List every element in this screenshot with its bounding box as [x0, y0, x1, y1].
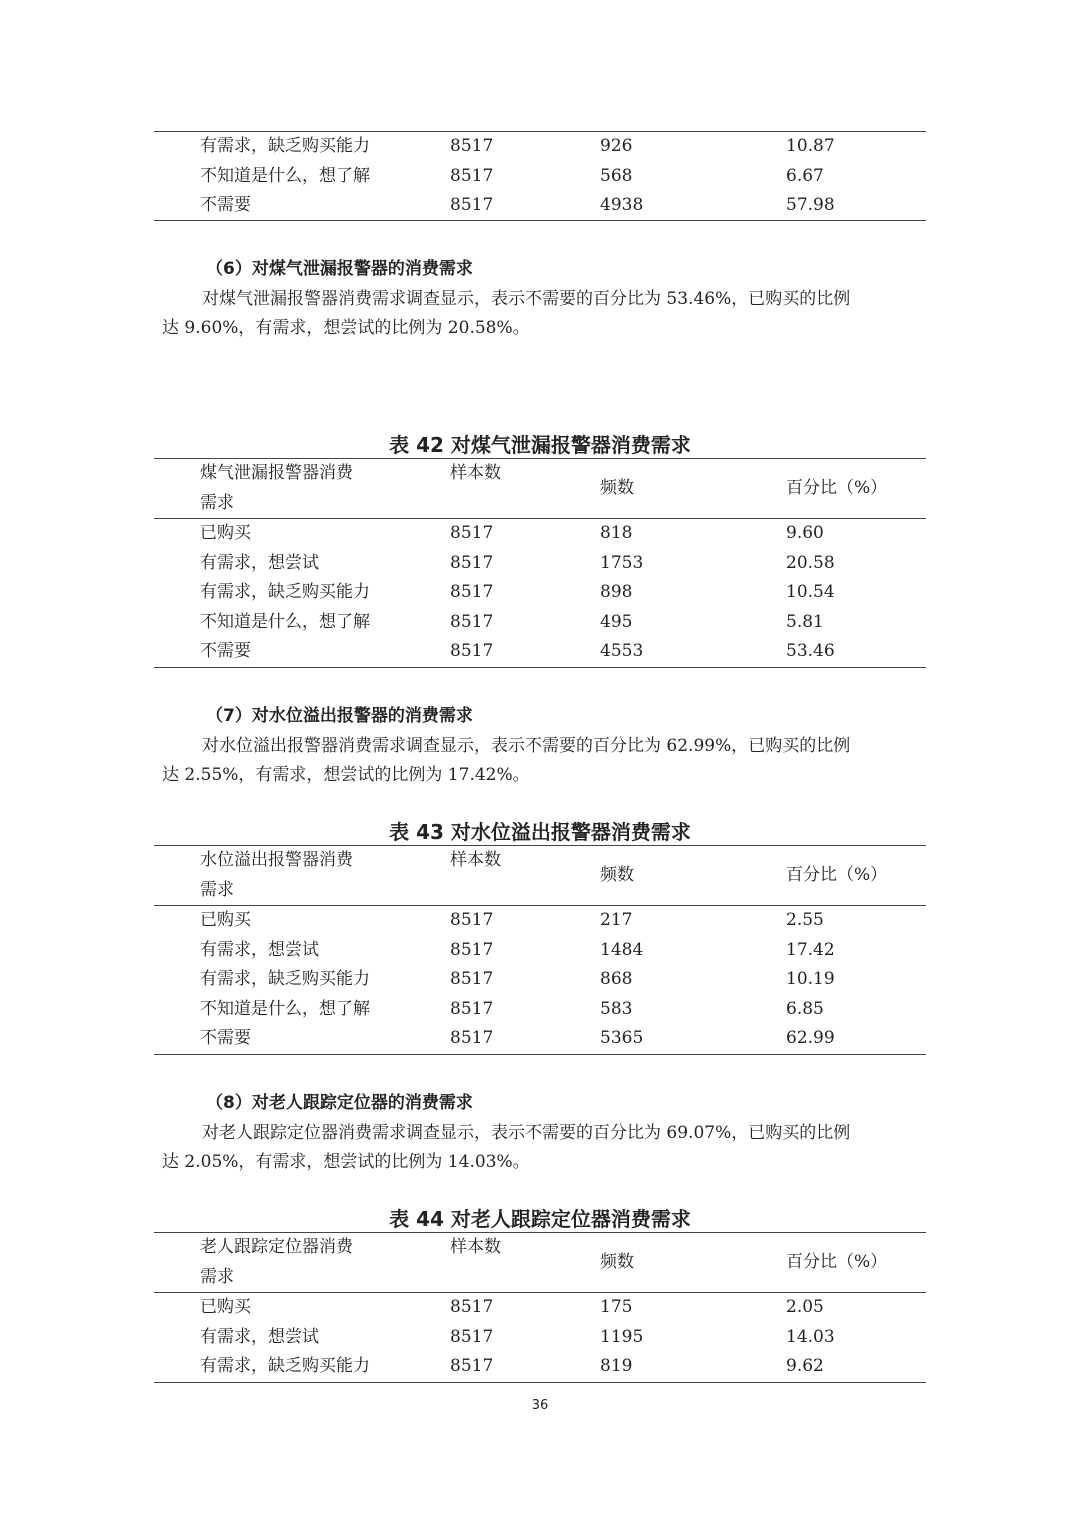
cell-sample: 8517 — [450, 165, 494, 186]
cell-percent: 5.81 — [786, 611, 824, 632]
cell-percent: 14.03 — [786, 1326, 835, 1347]
table-42 — [154, 458, 926, 668]
header-category-line2: 需求 — [200, 880, 234, 900]
cell-sample: 8517 — [450, 582, 494, 602]
table-row — [154, 637, 926, 667]
header-sample: 样本数 — [450, 463, 501, 483]
table-row — [154, 191, 926, 221]
cell-frequency: 868 — [600, 969, 633, 989]
table-44 — [154, 1232, 926, 1383]
table-bottom-rule — [154, 220, 926, 221]
table-row — [154, 519, 926, 549]
cell-frequency: 4938 — [600, 195, 644, 215]
cell-category: 不需要 — [200, 1028, 251, 1048]
cell-sample: 8517 — [450, 611, 494, 632]
cell-category: 已购买 — [200, 910, 251, 930]
cell-category: 有需求，缺乏购买能力 — [200, 1356, 370, 1376]
cell-category: 不需要 — [200, 641, 251, 661]
cell-sample: 8517 — [450, 939, 494, 960]
paragraph-7-line-1: 对水位溢出报警器消费需求调查显示，表示不需要的百分比为 62.99%，已购买的比例 — [202, 736, 851, 756]
header-frequency: 频数 — [600, 1252, 634, 1272]
table-prev — [154, 131, 926, 221]
cell-category: 不知道是什么，想了解 — [200, 998, 370, 1019]
paragraph-6-line-2: 达 9.60%，有需求，想尝试的比例为 20.58%。 — [162, 318, 530, 338]
cell-frequency: 1753 — [600, 552, 644, 573]
table-43 — [154, 845, 926, 1055]
section-heading-6: （6）对煤气泄漏报警器的消费需求 — [206, 259, 473, 279]
cell-percent: 9.62 — [786, 1356, 824, 1376]
table-header — [154, 845, 926, 905]
table-42-caption: 表 42 对煤气泄漏报警器消费需求 — [389, 433, 691, 457]
paragraph-6-line-1: 对煤气泄漏报警器消费需求调查显示，表示不需要的百分比为 53.46%，已购买的比例 — [202, 289, 851, 309]
table-43-caption: 表 43 对水位溢出报警器消费需求 — [389, 820, 691, 844]
cell-frequency: 175 — [600, 1297, 633, 1317]
cell-category: 有需求，缺乏购买能力 — [200, 136, 370, 156]
cell-percent: 20.58 — [786, 552, 835, 573]
table-row — [154, 162, 926, 192]
cell-frequency: 5365 — [600, 1028, 644, 1048]
paragraph-8-line-2: 达 2.05%，有需求，想尝试的比例为 14.03%。 — [162, 1152, 530, 1172]
table-header — [154, 458, 926, 518]
table-row — [154, 936, 926, 966]
cell-sample: 8517 — [450, 969, 494, 989]
table-row — [154, 132, 926, 162]
cell-frequency: 1195 — [600, 1326, 644, 1347]
cell-category: 有需求，想尝试 — [200, 1326, 319, 1347]
cell-frequency: 1484 — [600, 939, 644, 960]
cell-sample: 8517 — [450, 1028, 494, 1048]
cell-frequency: 495 — [600, 611, 633, 632]
table-row — [154, 906, 926, 936]
cell-percent: 9.60 — [786, 523, 824, 543]
header-category-line1: 水位溢出报警器消费 — [200, 850, 353, 870]
cell-sample: 8517 — [450, 910, 494, 930]
paragraph-8-line-1: 对老人跟踪定位器消费需求调查显示，表示不需要的百分比为 69.07%，已购买的比例 — [202, 1123, 851, 1143]
cell-percent: 10.19 — [786, 969, 835, 989]
cell-percent: 10.54 — [786, 582, 835, 602]
table-bottom-rule — [154, 1382, 926, 1383]
table-row — [154, 549, 926, 579]
cell-category: 有需求，想尝试 — [200, 939, 319, 960]
table-header — [154, 1232, 926, 1292]
cell-category: 有需求，缺乏购买能力 — [200, 582, 370, 602]
cell-percent: 6.85 — [786, 998, 824, 1019]
header-frequency: 频数 — [600, 478, 634, 498]
cell-frequency: 819 — [600, 1356, 633, 1376]
cell-sample: 8517 — [450, 523, 494, 543]
header-percent: 百分比（%） — [786, 478, 888, 498]
cell-frequency: 568 — [600, 165, 633, 186]
cell-category: 已购买 — [200, 1297, 251, 1317]
cell-percent: 10.87 — [786, 136, 835, 156]
cell-percent: 57.98 — [786, 195, 835, 215]
header-category-line1: 煤气泄漏报警器消费 — [200, 463, 353, 483]
cell-sample: 8517 — [450, 641, 494, 661]
cell-category: 已购买 — [200, 523, 251, 543]
section-heading-7: （7）对水位溢出报警器的消费需求 — [206, 706, 473, 726]
header-category-line2: 需求 — [200, 1267, 234, 1287]
header-percent: 百分比（%） — [786, 1252, 888, 1272]
header-percent: 百分比（%） — [786, 865, 888, 885]
cell-frequency: 583 — [600, 998, 633, 1019]
header-category-line2: 需求 — [200, 493, 234, 513]
cell-frequency: 217 — [600, 910, 633, 930]
table-row — [154, 965, 926, 995]
cell-sample: 8517 — [450, 1356, 494, 1376]
cell-sample: 8517 — [450, 1297, 494, 1317]
cell-percent: 17.42 — [786, 939, 835, 960]
cell-category: 有需求，想尝试 — [200, 552, 319, 573]
table-bottom-rule — [154, 1054, 926, 1055]
cell-percent: 62.99 — [786, 1028, 835, 1048]
cell-category: 有需求，缺乏购买能力 — [200, 969, 370, 989]
table-row — [154, 995, 926, 1025]
cell-category: 不知道是什么，想了解 — [200, 611, 370, 632]
table-row — [154, 578, 926, 608]
table-row — [154, 1024, 926, 1054]
table-44-caption: 表 44 对老人跟踪定位器消费需求 — [389, 1207, 691, 1231]
header-frequency: 频数 — [600, 865, 634, 885]
cell-category: 不需要 — [200, 195, 251, 215]
cell-frequency: 898 — [600, 582, 633, 602]
cell-sample: 8517 — [450, 195, 494, 215]
cell-sample: 8517 — [450, 1326, 494, 1347]
cell-percent: 53.46 — [786, 641, 835, 661]
cell-sample: 8517 — [450, 136, 494, 156]
cell-frequency: 4553 — [600, 641, 644, 661]
table-row — [154, 1323, 926, 1353]
cell-frequency: 818 — [600, 523, 633, 543]
cell-sample: 8517 — [450, 998, 494, 1019]
header-sample: 样本数 — [450, 850, 501, 870]
cell-sample: 8517 — [450, 552, 494, 573]
table-row — [154, 608, 926, 638]
cell-percent: 2.55 — [786, 910, 824, 930]
page-number: 36 — [531, 1398, 549, 1413]
header-category-line1: 老人跟踪定位器消费 — [200, 1237, 353, 1257]
paragraph-7-line-2: 达 2.55%，有需求，想尝试的比例为 17.42%。 — [162, 765, 530, 785]
cell-frequency: 926 — [600, 136, 633, 156]
header-sample: 样本数 — [450, 1237, 501, 1257]
cell-percent: 6.67 — [786, 165, 824, 186]
table-row — [154, 1352, 926, 1382]
section-heading-8: （8）对老人跟踪定位器的消费需求 — [206, 1093, 473, 1113]
table-row — [154, 1293, 926, 1323]
cell-percent: 2.05 — [786, 1297, 824, 1317]
cell-category: 不知道是什么，想了解 — [200, 165, 370, 186]
table-bottom-rule — [154, 667, 926, 668]
